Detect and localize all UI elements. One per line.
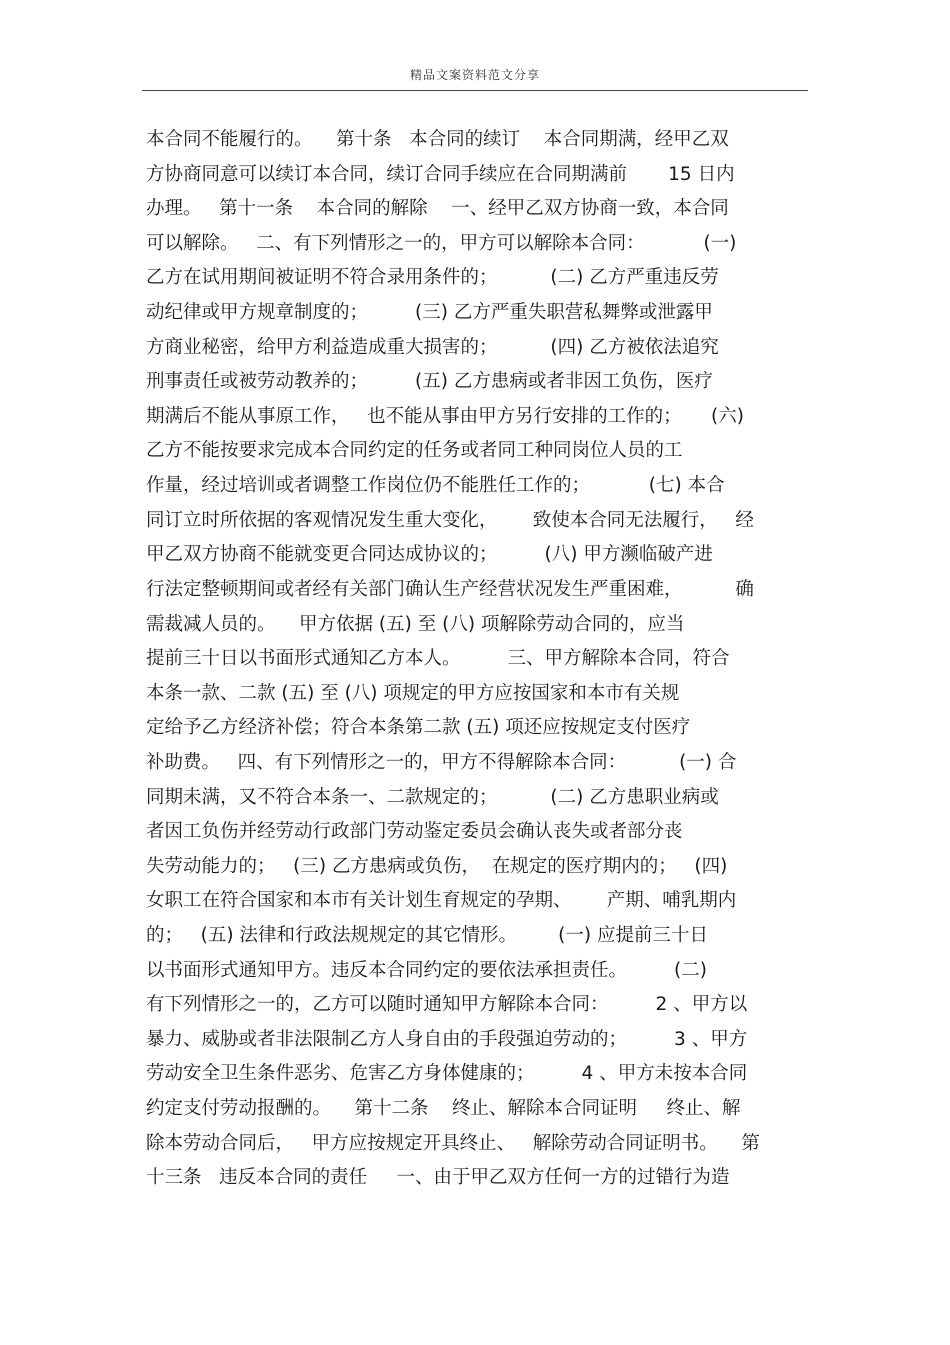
document-body xyxy=(146,123,816,1196)
body-line: 以书面形式通知甲方。违反本合同约定的要依法承担责任。 (二) xyxy=(146,959,707,981)
body-line: 十三条 违反本合同的责任 一、由于甲乙双方任何一方的过错行为造 xyxy=(146,1167,730,1189)
body-line: 本条一款、二款 (五) 至 (八) 项规定的甲方应按国家和本市有关规 xyxy=(146,682,680,704)
body-line: 定给予乙方经济补偿；符合本条第二款 (五) 项还应按规定支付医疗 xyxy=(146,717,691,739)
body-line: 暴力、威胁或者非法限制乙方人身自由的手段强迫劳动的； 3 、甲方 xyxy=(146,1028,748,1050)
body-line: 同订立时所依据的客观情况发生重大变化， 致使本合同无法履行， 经 xyxy=(146,509,754,531)
body-line: 本合同不能履行的。 第十条 本合同的续订 本合同期满，经甲乙双 xyxy=(146,129,729,150)
header-divider xyxy=(142,90,808,91)
body-line: 刑事责任或被劳动教养的； (五) 乙方患病或者非因工负伤，医疗 xyxy=(146,371,713,393)
body-line: 劳动安全卫生条件恶劣、危害乙方身体健康的； 4 、甲方未按本合同 xyxy=(146,1063,748,1085)
body-line: 期满后不能从事原工作， 也不能从事由甲方另行安排的工作的； (六) xyxy=(146,405,744,427)
body-line: 有下列情形之一的，乙方可以随时通知甲方解除本合同： 2 、甲方以 xyxy=(146,994,748,1016)
body-line: 失劳动能力的； (三) 乙方患病或负伤， 在规定的医疗期内的； (四) xyxy=(146,855,728,877)
body-line: 补助费。 四、有下列情形之一的，甲方不得解除本合同： (一) 合 xyxy=(146,751,737,773)
body-line: 可以解除。 二、有下列情形之一的，甲方可以解除本合同： (一) xyxy=(146,232,737,254)
body-line: 提前三十日以书面形式通知乙方本人。 三、甲方解除本合同，符合 xyxy=(146,648,730,670)
body-line: 行法定整顿期间或者经有关部门确认生产经营状况发生严重困难， 确 xyxy=(146,578,754,600)
body-line: 乙方在试用期间被证明不符合录用条件的； (二) 乙方严重违反劳 xyxy=(146,267,719,289)
page-header-title: 精品文案资料范文分享 xyxy=(409,68,540,82)
body-line: 女职工在符合国家和本市有关计划生育规定的孕期、 产期、哺乳期内 xyxy=(146,890,737,912)
body-line: 办理。 第十一条 本合同的解除 一、经甲乙双方协商一致，本合同 xyxy=(146,198,729,220)
body-line: 者因工负伤并经劳动行政部门劳动鉴定委员会确认丧失或者部分丧 xyxy=(146,821,683,843)
body-line: 方商业秘密，给甲方利益造成重大损害的； (四) 乙方被依法追究 xyxy=(146,336,719,358)
body-line: 甲乙双方协商不能就变更合同达成协议的； (八) 甲方濒临破产进 xyxy=(146,544,713,566)
body-line: 的； (五) 法律和行政法规规定的其它情形。 (一) 应提前三十日 xyxy=(146,925,708,947)
body-line: 除本劳动合同后， 甲方应按规定开具终止、 解除劳动合同证明书。 第 xyxy=(146,1132,760,1154)
body-line: 作量，经过培训或者调整工作岗位仍不能胜任工作的； (七) 本合 xyxy=(146,475,725,497)
body-line: 约定支付劳动报酬的。 第十二条 终止、解除本合同证明 终止、解 xyxy=(146,1098,741,1120)
body-line: 需裁减人员的。 甲方依据 (五) 至 (八) 项解除劳动合同的，应当 xyxy=(146,613,685,635)
body-line: 乙方不能按要求完成本合同约定的任务或者同工种同岗位人员的工 xyxy=(146,440,683,462)
body-line: 同期未满，又不符合本条一、二款规定的； (二) 乙方患职业病或 xyxy=(146,786,719,808)
body-line: 方协商同意可以续订本合同，续订合同手续应在合同期满前 15 日内 xyxy=(146,163,735,185)
body-line: 动纪律或甲方规章制度的； (三) 乙方严重失职营私舞弊或泄露甲 xyxy=(146,302,713,324)
